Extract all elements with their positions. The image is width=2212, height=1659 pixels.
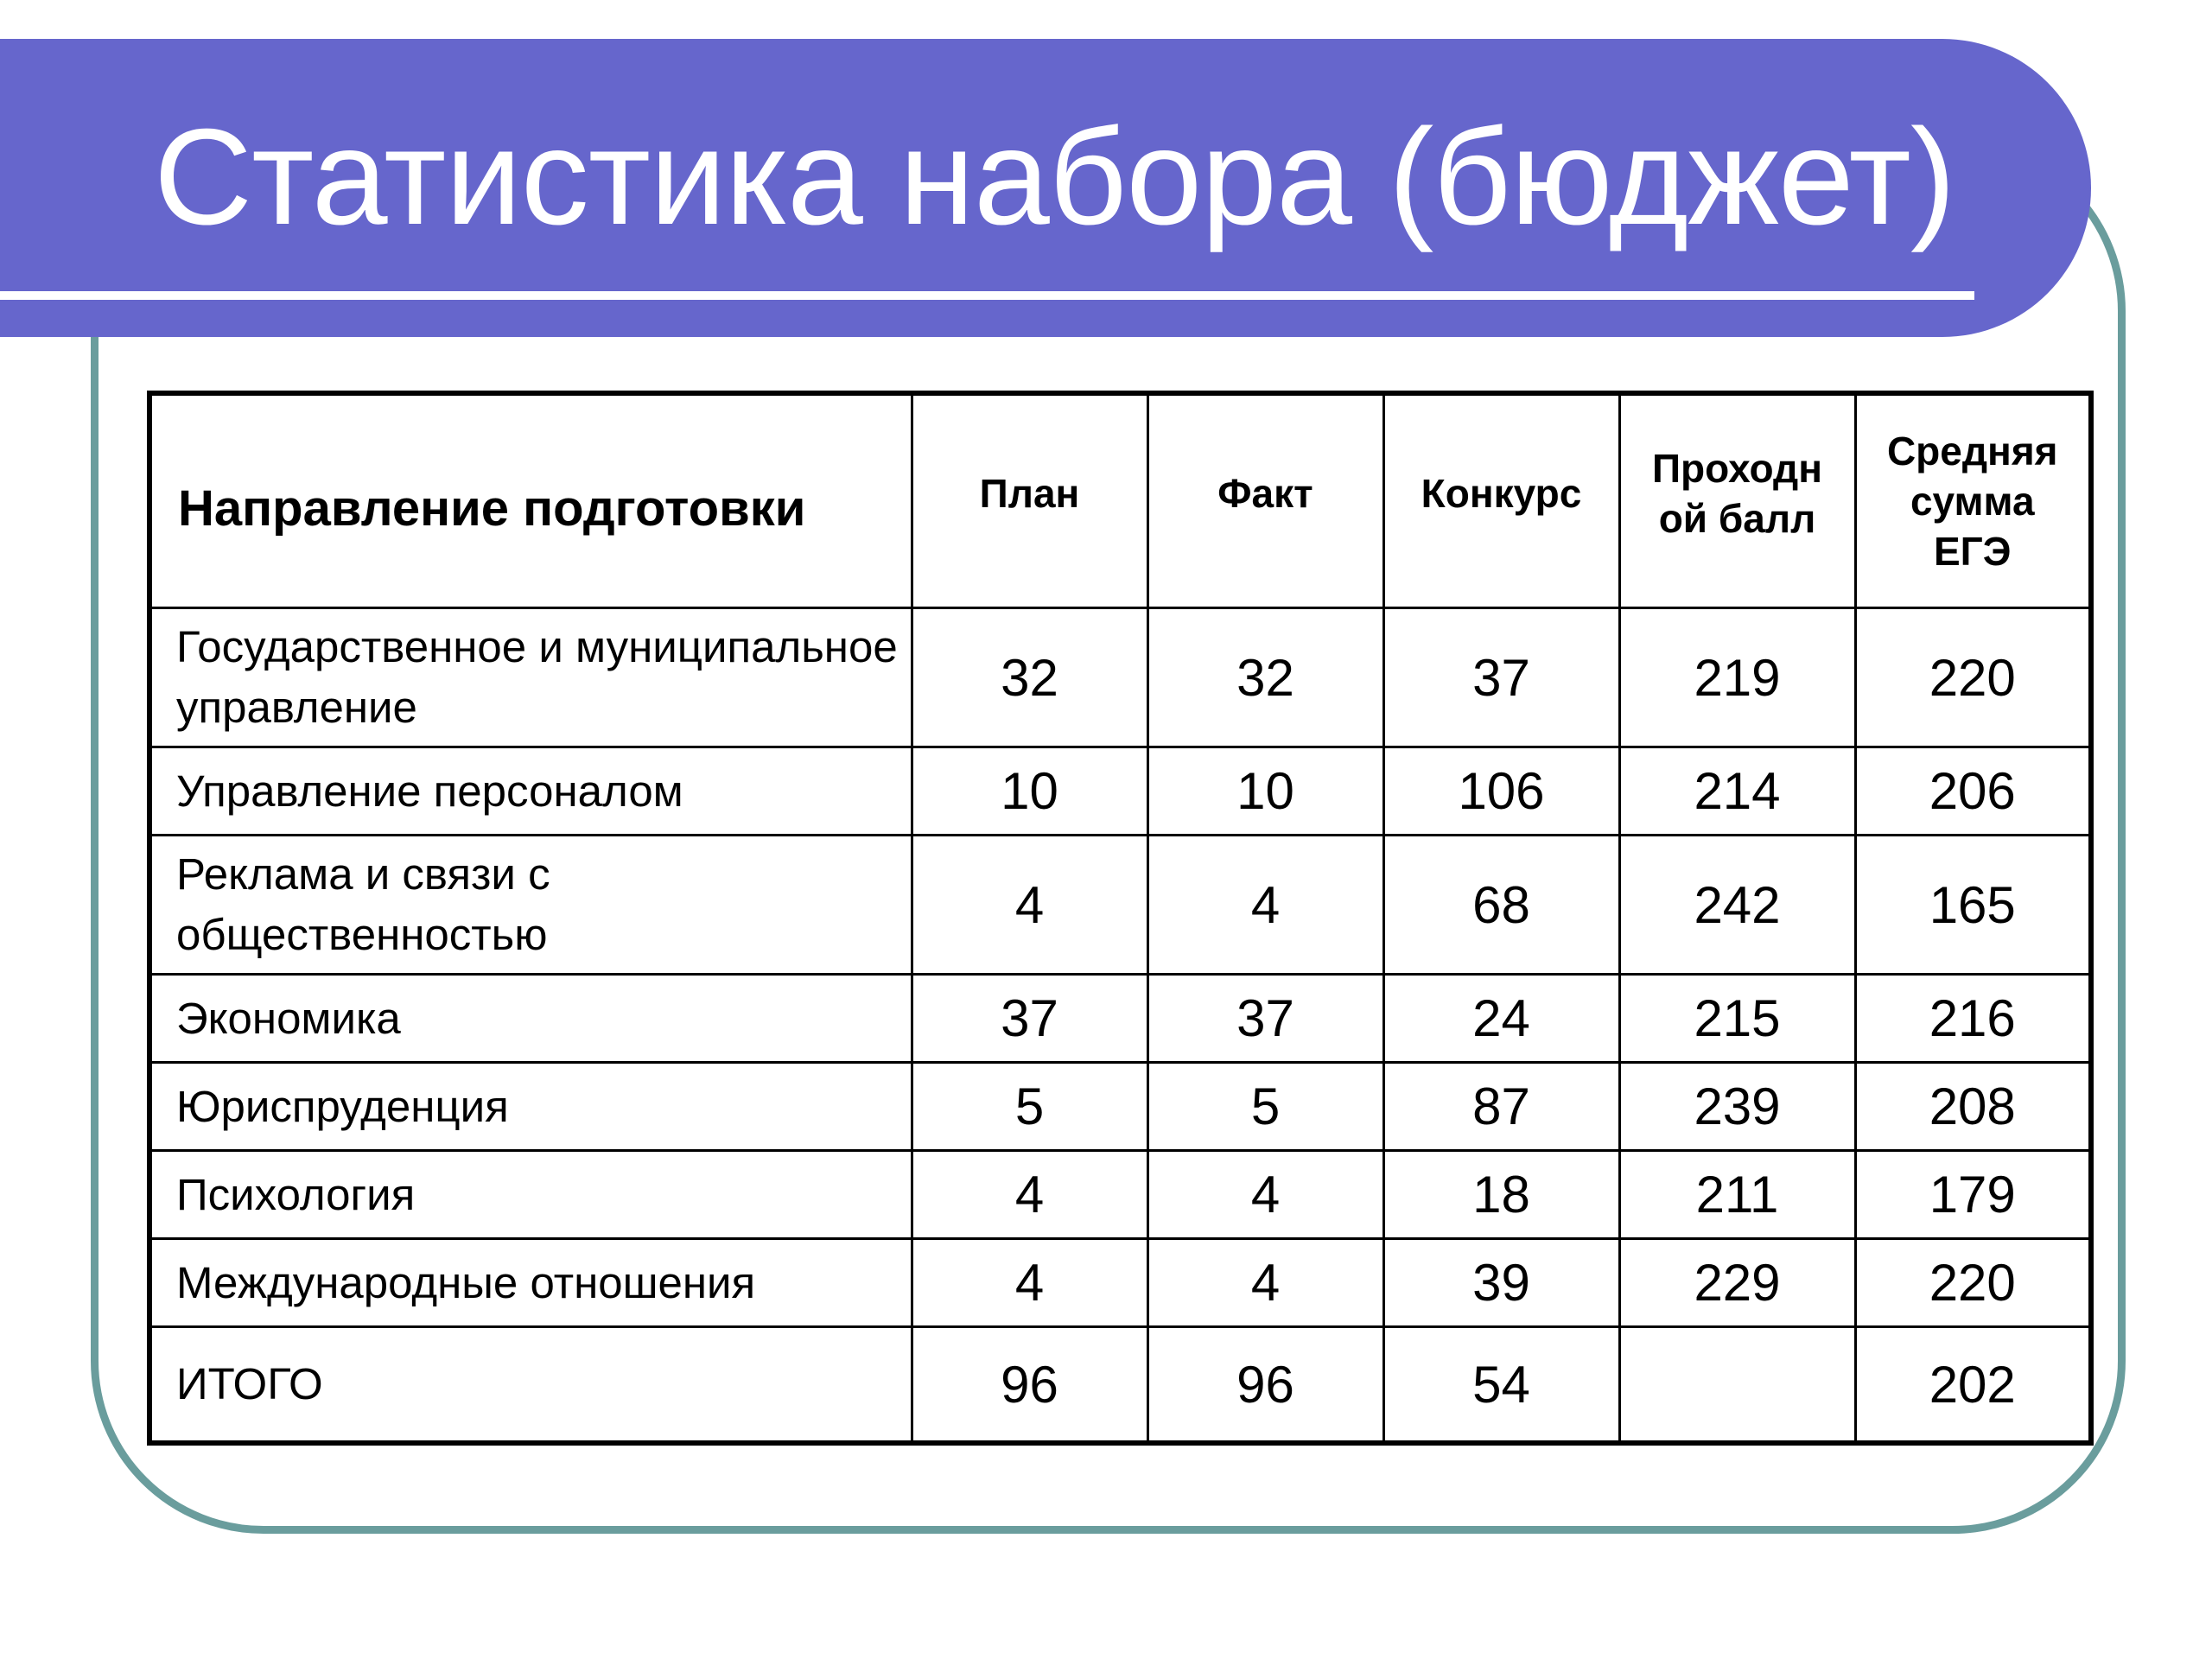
slide-title: Статистика набора (бюджет) [154,101,1955,253]
table-row [149,975,2091,1063]
table-row [149,1063,2091,1151]
cell-total-plan: 96 [912,1327,1147,1444]
cell-competition: 87 [1383,1063,1619,1151]
cell-total-competition: 54 [1383,1327,1619,1444]
cell-competition: 39 [1383,1239,1619,1327]
cell-avg-ege: 216 [1855,975,2091,1063]
table-row [149,608,2091,747]
cell-competition: 18 [1383,1151,1619,1239]
cell-direction: Психология [149,1151,912,1239]
header-plan: План [912,393,1147,608]
cell-passing-score: 242 [1619,836,1855,975]
header-competition: Конкурс [1383,393,1619,608]
cell-avg-ege: 220 [1855,1239,2091,1327]
table-row [149,1151,2091,1239]
cell-avg-ege: 220 [1855,608,2091,747]
cell-total-fact: 96 [1147,1327,1383,1444]
cell-avg-ege: 179 [1855,1151,2091,1239]
stats-table [147,391,2094,1446]
header-passing-score [1619,393,1855,608]
cell-total-label: ИТОГО [149,1327,912,1444]
header-avg-ege-line2: сумма [1910,479,2035,524]
cell-plan: 5 [912,1063,1147,1151]
cell-fact: 5 [1147,1063,1383,1151]
cell-plan: 4 [912,1239,1147,1327]
cell-plan: 10 [912,747,1147,836]
cell-direction: Реклама и связи с общественностью [149,836,912,975]
cell-plan: 4 [912,836,1147,975]
cell-fact: 10 [1147,747,1383,836]
cell-fact: 4 [1147,836,1383,975]
cell-competition: 24 [1383,975,1619,1063]
cell-plan: 32 [912,608,1147,747]
cell-passing-score: 219 [1619,608,1855,747]
header-fact: Факт [1147,393,1383,608]
cell-competition: 106 [1383,747,1619,836]
cell-passing-score: 211 [1619,1151,1855,1239]
table-row [149,747,2091,836]
header-avg-ege-line1: Средняя [1886,429,2058,474]
cell-direction: Экономика [149,975,912,1063]
cell-avg-ege: 206 [1855,747,2091,836]
cell-passing-score: 239 [1619,1063,1855,1151]
cell-plan: 37 [912,975,1147,1063]
cell-fact: 37 [1147,975,1383,1063]
title-underline [0,291,1974,300]
cell-passing-score: 215 [1619,975,1855,1063]
header-passing-score-line2: ой балл [1658,496,1816,541]
table-header-row [149,393,2091,608]
header-avg-ege-line3: ЕГЭ [1934,529,2012,574]
cell-direction: Международные отношения [149,1239,912,1327]
cell-total-passing-score [1619,1327,1855,1444]
header-avg-ege [1855,393,2091,608]
cell-competition: 37 [1383,608,1619,747]
cell-avg-ege: 208 [1855,1063,2091,1151]
header-direction: Направление подготовки [149,393,912,608]
cell-fact: 4 [1147,1239,1383,1327]
cell-passing-score: 229 [1619,1239,1855,1327]
cell-total-avg-ege: 202 [1855,1327,2091,1444]
table-total-row [149,1327,2091,1444]
cell-direction: Юриспруденция [149,1063,912,1151]
cell-fact: 4 [1147,1151,1383,1239]
cell-direction: Государственное и муниципальное управление [149,608,912,747]
header-passing-score-line1: Проходн [1651,446,1823,491]
cell-avg-ege: 165 [1855,836,2091,975]
cell-fact: 32 [1147,608,1383,747]
cell-direction: Управление персоналом [149,747,912,836]
cell-passing-score: 214 [1619,747,1855,836]
table-row [149,1239,2091,1327]
table-row [149,836,2091,975]
cell-competition: 68 [1383,836,1619,975]
cell-plan: 4 [912,1151,1147,1239]
